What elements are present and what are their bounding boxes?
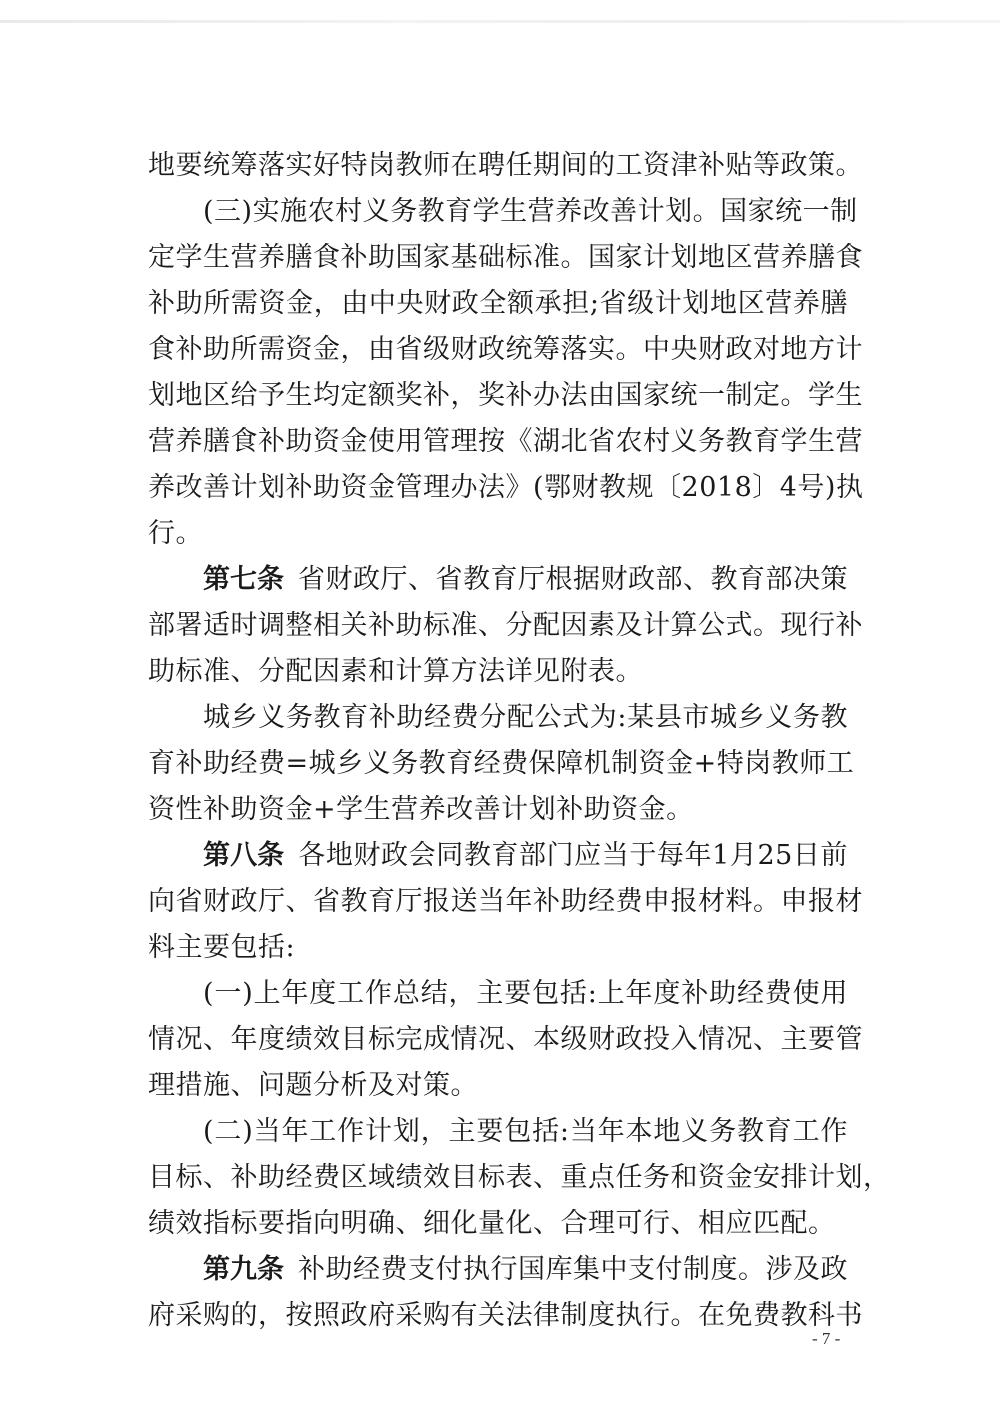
paragraph-line: 资性补助资金+学生营养改善计划补助资金。: [148, 794, 694, 825]
article-heading: 第八条: [203, 840, 285, 871]
paragraph-line: 划地区给予生均定额奖补，奖补办法由国家统一制定。学生: [148, 380, 863, 411]
article-9-line: [203, 1253, 848, 1287]
paragraph-line: 部署适时调整相关补助标准、分配因素及计算公式。现行补: [148, 610, 863, 641]
paragraph-line: 育补助经费=城乡义务教育经费保障机制资金+特岗教师工: [148, 748, 855, 779]
paragraph-line: 理措施、问题分析及对策。: [148, 1070, 478, 1101]
paragraph-line: 养改善计划补助资金管理办法》(鄂财教规〔2018〕4号)执: [148, 472, 864, 503]
article-7-line: [203, 563, 848, 597]
paragraph-line: 城乡义务教育补助经费分配公式为:某县市城乡义务教: [203, 702, 848, 733]
paragraph-text: 省财政厅、省教育厅根据财政部、教育部决策: [298, 564, 848, 595]
paragraph-text: 补助经费支付执行国库集中支付制度。涉及政: [298, 1254, 848, 1285]
paragraph-text: 各地财政会同教育部门应当于每年1月25日前: [298, 840, 849, 871]
paragraph-line: 食补助所需资金，由省级财政统筹落实。中央财政对地方计: [148, 334, 863, 365]
paragraph-line: 料主要包括:: [148, 932, 296, 963]
page-number: - 7 -: [812, 1329, 841, 1348]
paragraph-line: 目标、补助经费区域绩效目标表、重点任务和资金安排计划，: [148, 1162, 891, 1193]
scan-edge: [0, 20, 1000, 23]
paragraph-line: 情况、年度绩效目标完成情况、本级财政投入情况、主要管: [148, 1024, 863, 1055]
paragraph-line: 绩效指标要指向明确、细化量化、合理可行、相应匹配。: [148, 1208, 836, 1239]
paragraph-line: 向省财政厅、省教育厅报送当年补助经费申报材料。申报材: [148, 886, 863, 917]
article-heading: 第九条: [203, 1254, 284, 1285]
article-8-line: [203, 839, 848, 873]
paragraph-line: (三)实施农村义务教育学生营养改善计划。国家统一制: [203, 196, 858, 227]
paragraph-line: 定学生营养膳食补助国家基础标准。国家计划地区营养膳食: [148, 242, 863, 273]
paragraph-line: (二)当年工作计划，主要包括:当年本地义务教育工作: [203, 1116, 848, 1147]
paragraph-line: 地要统筹落实好特岗教师在聘任期间的工资津补贴等政策。: [148, 150, 863, 181]
paragraph-line: 补助所需资金，由中央财政全额承担;省级计划地区营养膳: [148, 288, 848, 319]
article-heading: 第七条: [203, 564, 284, 595]
paragraph-line: 营养膳食补助资金使用管理按《湖北省农村义务教育学生营: [148, 426, 863, 457]
paragraph-line: 府采购的，按照政府采购有关法律制度执行。在免费教科书: [148, 1300, 863, 1331]
paragraph-line: (一)上年度工作总结，主要包括:上年度补助经费使用: [203, 978, 848, 1009]
paragraph-line: 助标准、分配因素和计算方法详见附表。: [148, 656, 643, 687]
paragraph-line: 行。: [148, 518, 203, 549]
